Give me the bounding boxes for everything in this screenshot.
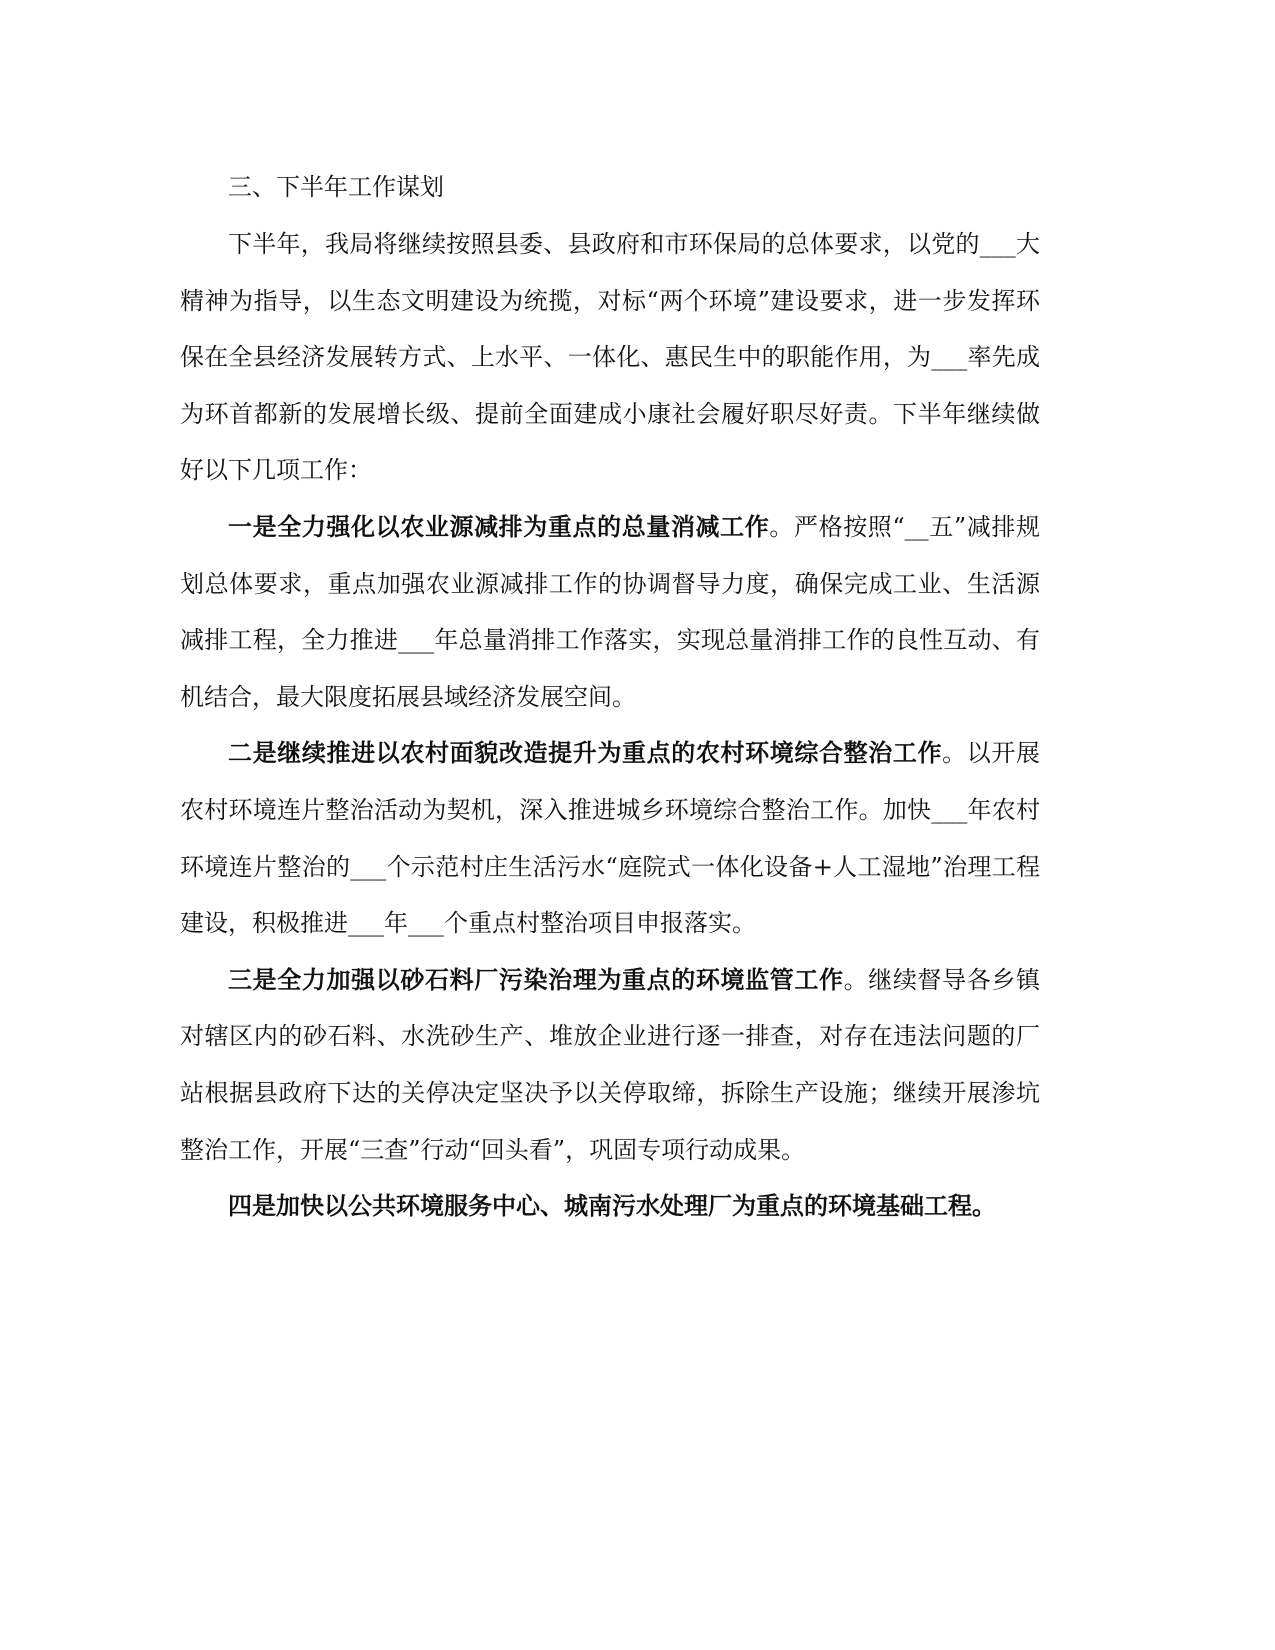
section-heading: 三、下半年工作谋划 — [228, 173, 444, 201]
work-item-lead: 四是加快以公共环境服务中心、城南污水处理厂为重点的环境基础工程。 — [228, 1191, 996, 1221]
work-item-body: 。以开展农村环境连片整治活动为契机，深入推进城乡环境综合整治工作。加快___年农村环境连片整治的___个示范村庄生活污水“庭院式一体化设备+人工湿地”治理工程建设，积极推进___年___个重点村整治项目申报落实。 — [180, 739, 1040, 938]
document-page — [180, 158, 1040, 1235]
work-item-body: 。严格按照“__五”减排规划总体要求，重点加强农业源减排工作的协调督导力度，确保完成工业、生活源减排工程，全力推进___年总量消排工作落实，实现总量消排工作的良性互动、有机结合，最大限度拓展县域经济发展空间。 — [180, 512, 1040, 711]
work-item-paragraph — [180, 499, 1040, 725]
work-item-paragraph — [180, 1178, 1040, 1235]
intro-paragraph: 下半年，我局将继续按照县委、县政府和市环保局的总体要求，以党的___大精神为指导，以生态文明建设为统揽，对标“两个环境”建设要求，进一步发挥环保在全县经济发展转方式、上水平、一体化、惠民生中的职能作用，为___率先成为环首都新的发展增长级、提前全面建成小康社会履好职尽好责。下半年继续做好以下几项工作： — [180, 230, 1040, 485]
work-item-lead: 二是继续推进以农村面貌改造提升为重点的农村环境综合整治工作 — [228, 738, 943, 768]
work-item-lead: 三是全力加强以砂石料厂污染治理为重点的环境监管工作 — [228, 964, 844, 994]
work-item-paragraph — [180, 952, 1040, 1178]
work-item-body: 。继续督导各乡镇对辖区内的砂石料、水洗砂生产、堆放企业进行逐一排查，对存在违法问题的厂站根据县政府下达的关停决定坚决予以关停取缔，拆除生产设施；继续开展渗坑整治工作，开展“三查”行动“回头看”，巩固专项行动成果。 — [180, 965, 1040, 1164]
work-item-lead: 一是全力强化以农业源减排为重点的总量消减工作 — [228, 511, 770, 541]
work-item-paragraph — [180, 725, 1040, 951]
